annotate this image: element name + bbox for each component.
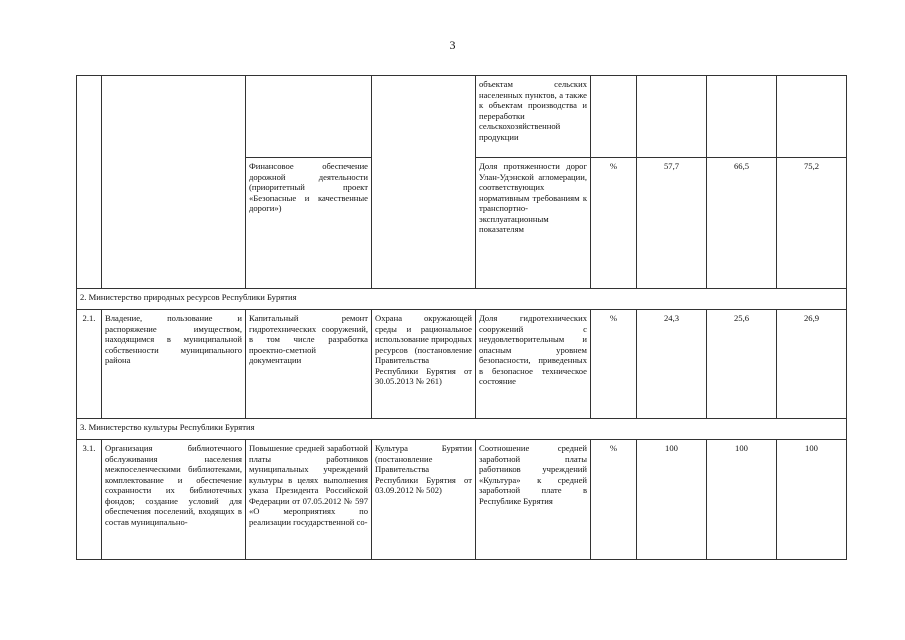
section-row	[77, 289, 847, 310]
table-cell-value: 66,5	[707, 158, 777, 289]
table-cell-value: 25,6	[707, 310, 777, 419]
table-cell-authority: Владение, пользование и распоряжение имуществом, находящимся в муниципальной собственности муниципального района	[102, 310, 246, 419]
table-cell-indicator: Соотношение средней заработной платы работников учреждений «Культура» к средней заработной плате в Республике Бурятия	[476, 440, 591, 560]
table-cell-program: Культура Бурятии (постановление Правительства Республики Бурятия от 03.09.2012 № 502)	[372, 440, 476, 560]
table-cell-indicator: Доля гидротехнических сооружений с неудовлетворительным и опасным уровнем безопасности, приведенных в безопасное техническое состояние	[476, 310, 591, 419]
table-cell-activity: Капитальный ремонт гидротехнических сооружений, в том числе разработка проектно-сметной документации	[246, 310, 372, 419]
section-heading: 3. Министерство культуры Республики Бурятия	[77, 419, 847, 440]
table-cell-num: 3.1.	[77, 440, 102, 560]
cell-text: Повышение средней заработной платы работников муниципальных учреждений культуры в целях выполнения указа Президента Российской Федерации от 07.05.2012 № 597 «О мероприятиях по реализации государственной со-	[249, 443, 368, 527]
table-cell-value: 100	[707, 440, 777, 560]
section-heading: 2. Министерство природных ресурсов Республики Бурятия	[77, 289, 847, 310]
table-cell-authority	[102, 440, 246, 560]
table-cell-value: 26,9	[777, 310, 847, 419]
table-cell-value	[637, 76, 707, 158]
section-row	[77, 419, 847, 440]
table-cell-value: 100	[777, 440, 847, 560]
table-cell-program	[372, 76, 476, 289]
table-row	[77, 310, 847, 419]
table-cell-num	[77, 76, 102, 289]
table-cell-num: 2.1.	[77, 310, 102, 419]
table-cell-activity	[246, 440, 372, 560]
table-cell-unit: %	[591, 440, 637, 560]
cell-text: Организация библиотечного обслуживания населения межпоселенческими библиотеками, комплектование и обеспечение сохранности их библиотечных фондов; создание условий для обеспечения поселений, входящих в состав муниципально-	[105, 443, 242, 527]
table-cell-authority	[102, 76, 246, 289]
table-cell-indicator: объектам сельских населенных пунктов, а также к объектам производства и переработки сельскохозяйственной продукции	[476, 76, 591, 158]
table-cell-activity	[246, 76, 372, 158]
page-number: 3	[449, 38, 456, 52]
subsidy-table	[76, 75, 847, 560]
table-cell-value: 57,7	[637, 158, 707, 289]
table-cell-program: Охрана окружающей среды и рациональное использование природных ресурсов (постановление Правительства Республики Бурятия от 30.05.2013 № 261)	[372, 310, 476, 419]
table-cell-value: 24,3	[637, 310, 707, 419]
table-row	[77, 76, 847, 158]
table-cell-value: 100	[637, 440, 707, 560]
table-cell-unit: %	[591, 158, 637, 289]
table-cell-activity: Финансовое обеспечение дорожной деятельности (приоритетный проект «Безопасные и качественные дороги»)	[246, 158, 372, 289]
table-cell-value: 75,2	[777, 158, 847, 289]
table-row	[77, 440, 847, 560]
table-cell-indicator: Доля протяженности дорог Улан-Удэнской агломерации, соответствующих нормативным требованиям к транспортно-эксплуатационным показателям	[476, 158, 591, 289]
table-cell-value	[777, 76, 847, 158]
table-cell-unit	[591, 76, 637, 158]
table-cell-unit: %	[591, 310, 637, 419]
table-cell-value	[707, 76, 777, 158]
